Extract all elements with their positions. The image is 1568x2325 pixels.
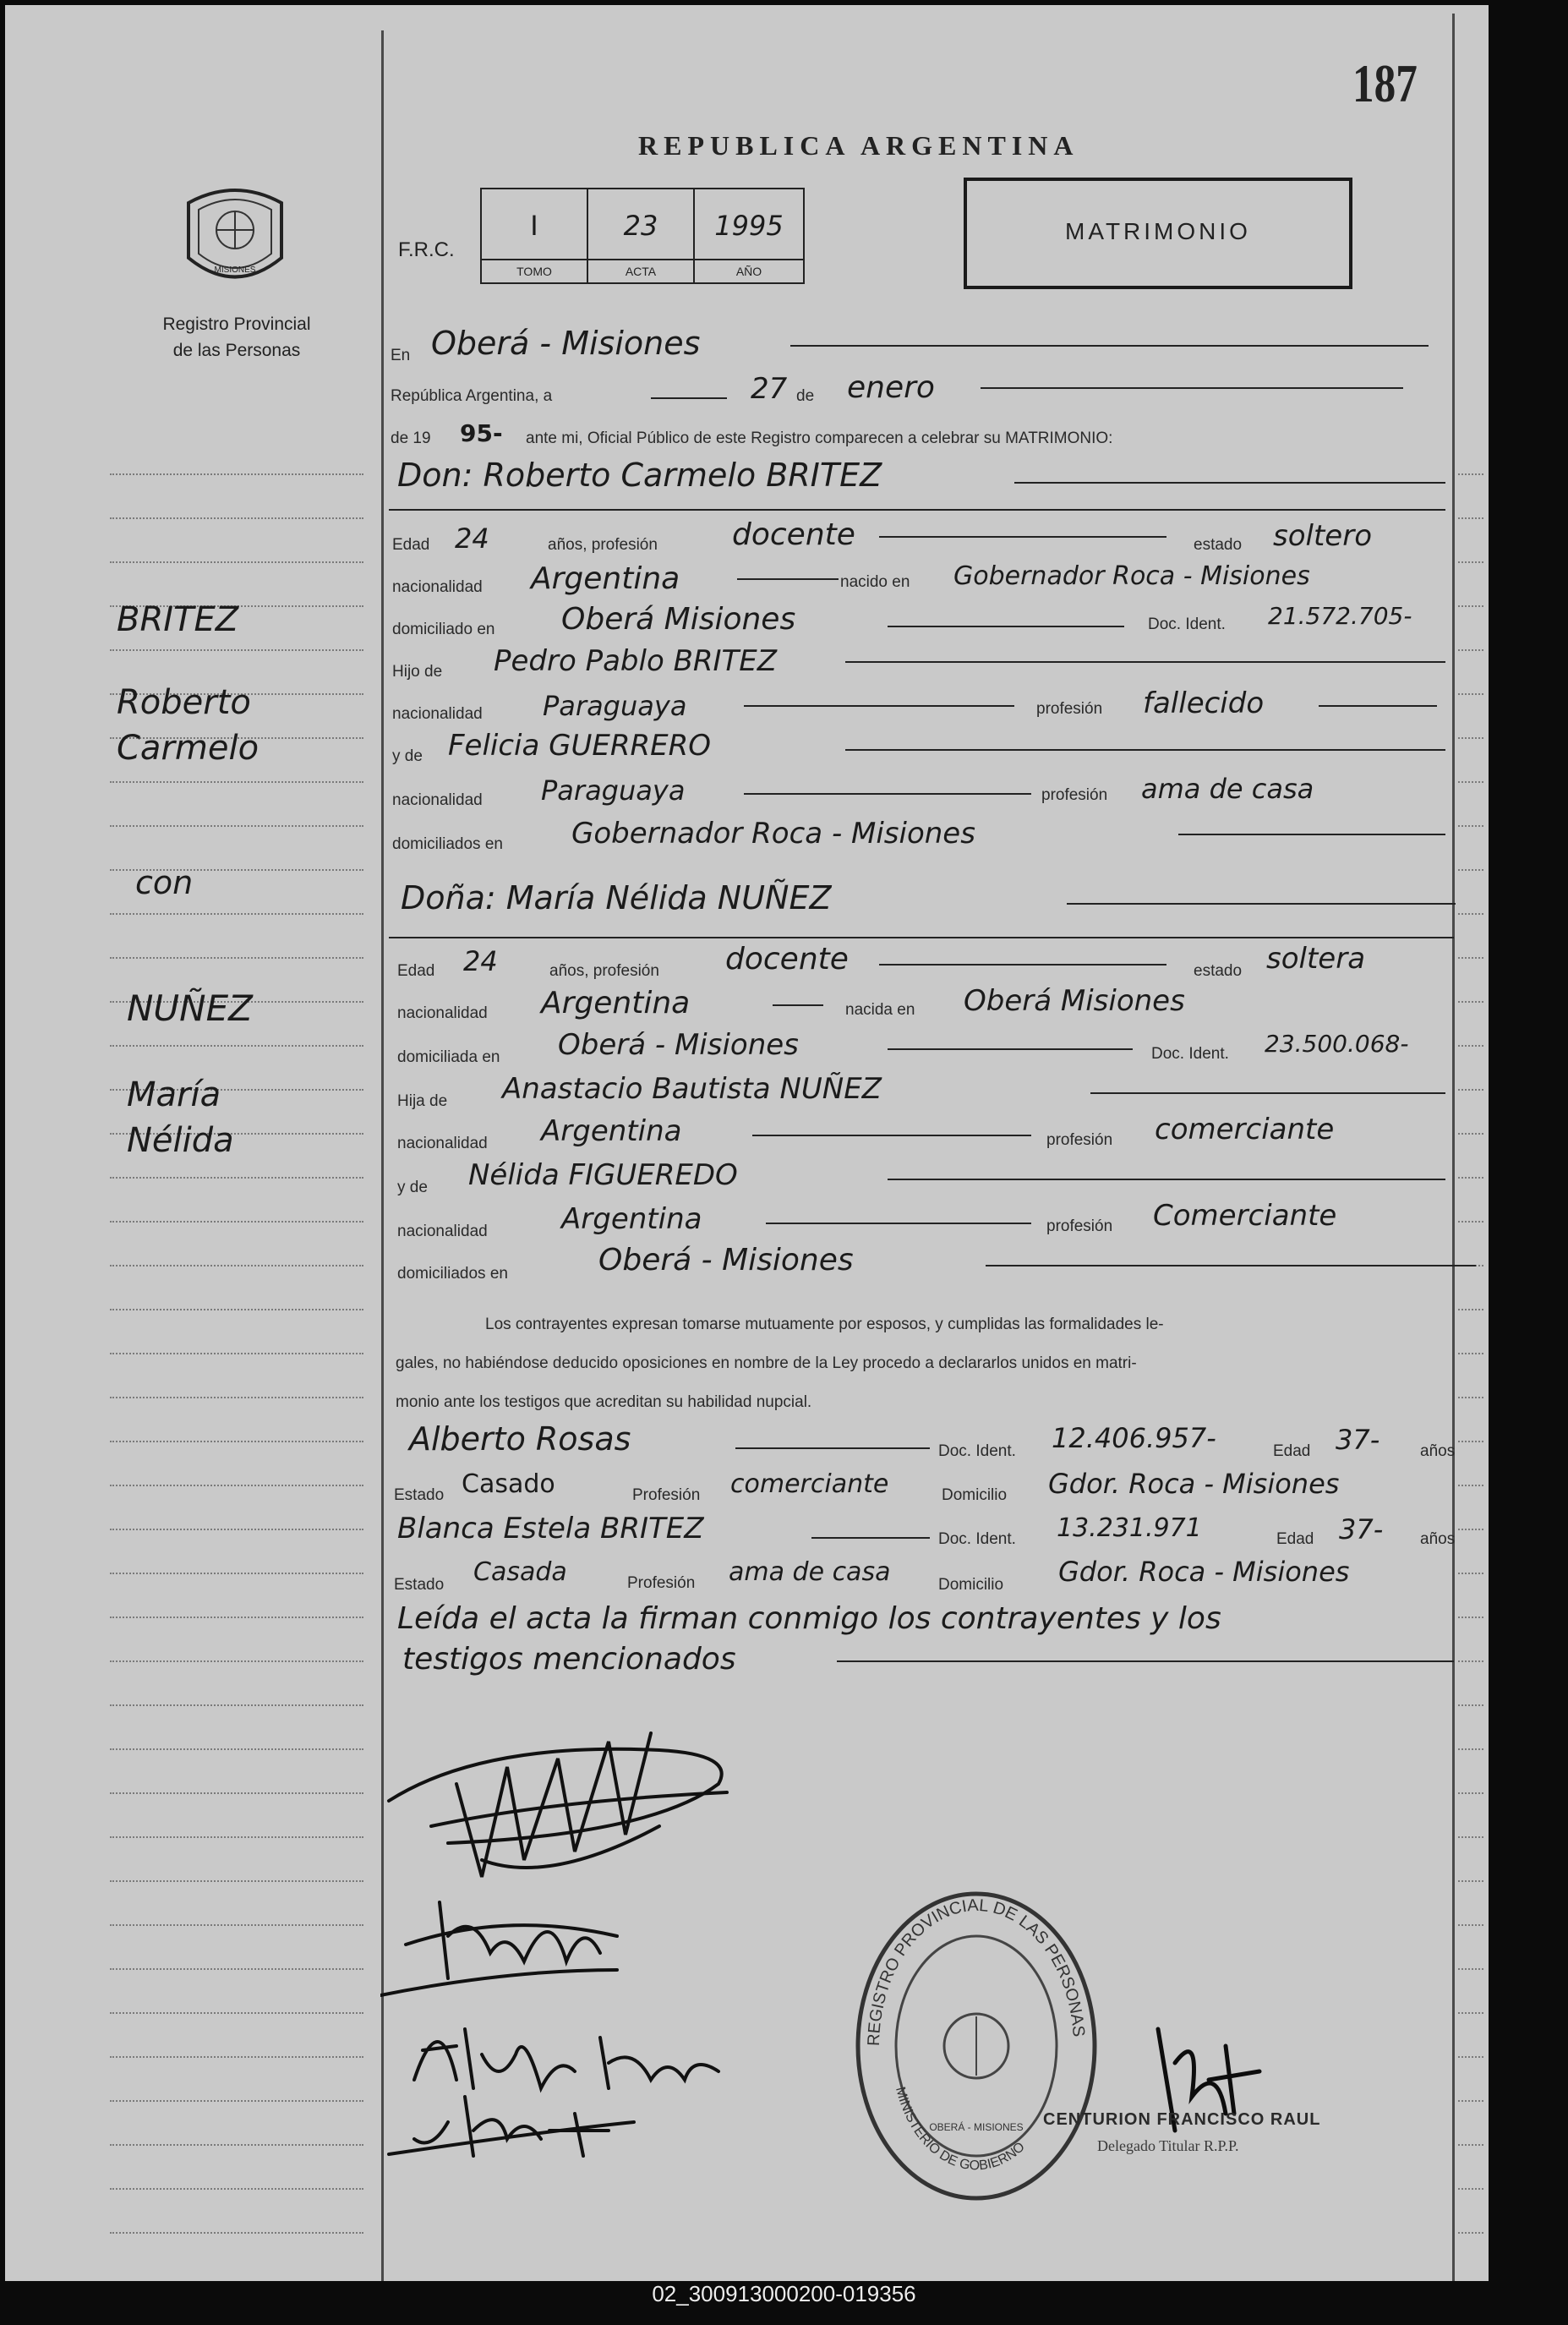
act-month: enero xyxy=(847,370,935,405)
svg-text:MISIONES: MISIONES xyxy=(214,265,256,275)
margin-guide-line xyxy=(110,2188,363,2190)
label-de-19: de 19 xyxy=(391,429,431,447)
groom-nationality: Argentina xyxy=(531,561,680,596)
label-domiciliados-en: domiciliados en xyxy=(397,1265,508,1283)
groom-birthplace: Gobernador Roca - Misiones xyxy=(953,561,1310,591)
margin-bride-given1: María xyxy=(127,1075,221,1114)
groom-mother-nationality: Paraguaya xyxy=(541,774,686,807)
margin-guide-line xyxy=(110,1309,363,1310)
witness1-profession: comerciante xyxy=(730,1469,889,1499)
margin-guide-line xyxy=(1458,1441,1483,1442)
rule xyxy=(879,964,1166,966)
groom-father: Pedro Pablo BRITEZ xyxy=(494,644,778,678)
witness2-doc: 13.231.971 xyxy=(1057,1513,1202,1543)
margin-guide-line xyxy=(110,1397,363,1398)
rule xyxy=(986,1265,1476,1266)
province-seal-icon xyxy=(180,178,290,296)
closing-line-1: Leída el acta la firman conmigo los contrayentes y los xyxy=(397,1601,1221,1636)
rule xyxy=(737,578,839,580)
bride-mother-profession: Comerciante xyxy=(1153,1199,1337,1233)
margin-guide-line xyxy=(1458,1133,1483,1135)
margin-guide-line xyxy=(1458,1045,1483,1047)
margin-guide-line xyxy=(1458,605,1483,607)
margin-guide-line xyxy=(110,1660,363,1662)
margin-guide-line xyxy=(110,1968,363,1970)
rule xyxy=(744,793,1031,795)
label-nacionalidad: nacionalidad xyxy=(392,578,483,596)
bride-mother-nationality: Argentina xyxy=(561,1202,702,1236)
bride-mother: Nélida FIGUEREDO xyxy=(468,1158,738,1192)
official-stamp-icon xyxy=(845,1885,1107,2207)
rule xyxy=(888,1048,1133,1050)
label-edad: Edad xyxy=(392,536,430,554)
witness1-signature xyxy=(414,2029,718,2088)
rule xyxy=(1014,482,1445,484)
groom-mother-profession: ama de casa xyxy=(1141,773,1314,805)
margin-guide-line xyxy=(110,1529,363,1530)
label-anios-profesion: años, profesión xyxy=(548,536,658,554)
margin-guide-line xyxy=(110,2056,363,2058)
act-year: 95- xyxy=(460,419,503,447)
margin-guide-line xyxy=(1458,473,1483,475)
rule xyxy=(790,345,1429,347)
rule xyxy=(752,1135,1031,1136)
margin-guide-line xyxy=(110,1177,363,1179)
margin-guide-line xyxy=(110,517,363,519)
margin-guide-line xyxy=(110,1880,363,1882)
rule xyxy=(888,1179,1445,1180)
bride-profession: docente xyxy=(725,942,849,976)
country-title: REPUBLICA ARGENTINA xyxy=(638,130,1079,161)
margin-guide-line xyxy=(1458,1748,1483,1750)
frc-label: F.R.C. xyxy=(398,238,455,261)
rule xyxy=(845,661,1445,663)
margin-guide-line xyxy=(110,2012,363,2014)
witness1-status: Casado xyxy=(462,1469,555,1499)
margin-guide-line xyxy=(1458,913,1483,915)
officer-name: CENTURION FRANCISCO RAUL xyxy=(1043,2110,1321,2129)
margin-guide-line xyxy=(110,1353,363,1354)
margin-guide-line xyxy=(1458,957,1483,959)
act-place: Oberá - Misiones xyxy=(431,325,701,362)
witness1-domicile: Gdor. Roca - Misiones xyxy=(1048,1468,1340,1500)
groom-doc: 21.572.705- xyxy=(1268,602,1412,630)
label-edad: Edad xyxy=(397,962,435,980)
rule xyxy=(981,387,1403,389)
witness2-name: Blanca Estela BRITEZ xyxy=(397,1512,704,1545)
label-profesion: profesión xyxy=(1041,786,1108,804)
label-domiciliada-en: domiciliada en xyxy=(397,1048,500,1066)
bride-signature xyxy=(380,1902,617,1995)
signatures xyxy=(380,1691,904,2164)
rule xyxy=(811,1537,930,1539)
margin-guide-line xyxy=(110,2232,363,2234)
bride-father-nationality: Argentina xyxy=(541,1114,682,1148)
groom-parents-domicile: Gobernador Roca - Misiones xyxy=(571,817,975,851)
label-domiciliado-en: domiciliado en xyxy=(392,621,495,638)
groom-signature xyxy=(389,1733,727,1877)
margin-guide-line xyxy=(110,2100,363,2102)
label-estado: estado xyxy=(1194,962,1243,980)
margin-guide-line xyxy=(1458,1089,1483,1091)
margin-guide-line xyxy=(1458,1177,1483,1179)
witness2-profession: ama de casa xyxy=(729,1557,891,1587)
margin-bride-given2: Nélida xyxy=(127,1121,234,1160)
margin-guide-line xyxy=(1458,1573,1483,1574)
groom-father-nationality: Paraguaya xyxy=(543,690,687,722)
margin-guide-line xyxy=(1458,1968,1483,1970)
officer-title: Delegado Titular R.P.P. xyxy=(1097,2137,1239,2154)
label-anos: años xyxy=(1420,1530,1456,1548)
groom-status: soltero xyxy=(1273,519,1372,553)
margin-guide-line xyxy=(110,1924,363,1926)
rule xyxy=(845,749,1445,751)
label-domicilio: Domicilio xyxy=(938,1576,1004,1594)
margin-guide-line xyxy=(1458,2144,1483,2146)
frc-box xyxy=(480,188,805,284)
margin-guide-line xyxy=(110,649,363,651)
label-comparecen: ante mi, Oficial Público de este Registro comparecen a celebrar su MATRIMONIO: xyxy=(526,429,1113,447)
label-doc-ident: Doc. Ident. xyxy=(1151,1045,1229,1063)
margin-guide-line xyxy=(110,1836,363,1838)
margin-guide-line xyxy=(1458,1836,1483,1838)
bride-father-profession: comerciante xyxy=(1155,1113,1335,1146)
margin-guide-line xyxy=(1458,1485,1483,1486)
label-estado: Estado xyxy=(394,1486,445,1504)
rule xyxy=(888,626,1124,627)
rule xyxy=(773,1004,823,1006)
margin-guide-line xyxy=(1458,649,1483,651)
acta-cell: 23 ACTA xyxy=(588,189,695,282)
label-estado: estado xyxy=(1194,536,1243,554)
margin-guide-line xyxy=(1458,781,1483,783)
label-nacionalidad: nacionalidad xyxy=(392,791,483,809)
rule xyxy=(1090,1092,1445,1094)
anio-cell: 1995 AÑO xyxy=(695,189,803,282)
bride-name: Doña: María Nélida NUÑEZ xyxy=(401,879,832,916)
rule xyxy=(879,536,1166,538)
groom-name: Don: Roberto Carmelo BRITEZ xyxy=(397,457,882,494)
document-id: 02_300913000200-019356 xyxy=(652,2281,916,2306)
document-type-box: MATRIMONIO xyxy=(964,178,1352,289)
margin-bride-surname: NUÑEZ xyxy=(127,987,253,1029)
margin-guide-line xyxy=(110,1441,363,1442)
margin-guide-line xyxy=(1458,561,1483,563)
margin-guide-line xyxy=(110,957,363,959)
margin-guide-line xyxy=(1458,1880,1483,1882)
witness1-age: 37- xyxy=(1336,1424,1380,1456)
margin-guide-line xyxy=(1458,737,1483,739)
label-doc-ident: Doc. Ident. xyxy=(938,1442,1016,1460)
bride-parents-domicile: Oberá - Misiones xyxy=(598,1243,854,1277)
groom-father-profession: fallecido xyxy=(1143,687,1265,720)
margin-guide-line xyxy=(1458,1792,1483,1794)
rule xyxy=(744,705,1014,707)
witness1-name: Alberto Rosas xyxy=(409,1420,631,1458)
label-nacida-en: nacida en xyxy=(845,1001,915,1019)
bride-nationality: Argentina xyxy=(541,986,691,1020)
margin-guide-line xyxy=(110,1265,363,1266)
label-anios-profesion: años, profesión xyxy=(549,962,659,980)
label-profesion: profesión xyxy=(1036,700,1103,718)
label-nacionalidad: nacionalidad xyxy=(392,705,483,723)
folio-number: 187 xyxy=(1352,53,1418,113)
witness2-age: 37- xyxy=(1339,1513,1384,1545)
groom-mother: Felicia GUERRERO xyxy=(448,729,711,763)
margin-guide-line xyxy=(110,1617,363,1618)
margin-guide-line xyxy=(110,1045,363,1047)
margin-guide-line xyxy=(110,1485,363,1486)
margin-guide-line xyxy=(1458,1660,1483,1662)
label-nacionalidad: nacionalidad xyxy=(397,1223,488,1240)
tomo-cell: I TOMO xyxy=(482,189,588,282)
margin-guide-line xyxy=(1458,2188,1483,2190)
label-domiciliados-en: domiciliados en xyxy=(392,835,503,853)
section-rule xyxy=(389,509,1445,511)
margin-guide-line xyxy=(1458,1001,1483,1003)
bride-birthplace: Oberá Misiones xyxy=(964,984,1185,1018)
label-edad: Edad xyxy=(1273,1442,1311,1460)
label-hijo-de: Hijo de xyxy=(392,663,443,681)
rule xyxy=(1067,903,1456,905)
section-rule xyxy=(389,937,1454,938)
label-y-de: y de xyxy=(397,1179,428,1196)
margin-guide-line xyxy=(1458,2056,1483,2058)
margin-guide-line xyxy=(110,561,363,563)
margin-guide-line xyxy=(1458,2232,1483,2234)
margin-guide-line xyxy=(110,825,363,827)
margin-guide-line xyxy=(1458,869,1483,871)
margin-guide-line xyxy=(1458,1924,1483,1926)
witness1-doc: 12.406.957- xyxy=(1052,1422,1216,1454)
label-en: En xyxy=(391,347,411,364)
margin-guide-line xyxy=(1458,1529,1483,1530)
closing-line-2: testigos mencionados xyxy=(402,1642,736,1677)
margin-groom-surname: BRITEZ xyxy=(117,600,239,639)
margin-guide-line xyxy=(110,1573,363,1574)
right-rule xyxy=(1452,14,1455,2281)
margin-guide-line xyxy=(1458,1704,1483,1706)
margin-guide-line xyxy=(1458,517,1483,519)
registry-name: Registro Provincial de las Personas xyxy=(162,315,311,360)
label-nacionalidad: nacionalidad xyxy=(397,1135,488,1152)
label-profesion: profesión xyxy=(1046,1217,1113,1235)
rule xyxy=(735,1447,930,1449)
act-day: 27 xyxy=(751,372,788,406)
rule xyxy=(766,1223,1031,1224)
label-doc-ident: Doc. Ident. xyxy=(1148,615,1226,633)
svg-text:REGISTRO PROVINCIAL DE LAS PER: REGISTRO PROVINCIAL DE LAS PERSONAS xyxy=(864,1896,1088,2047)
bride-domicile: Oberá - Misiones xyxy=(558,1028,799,1062)
margin-guide-line xyxy=(110,473,363,475)
witness2-domicile: Gdor. Roca - Misiones xyxy=(1058,1556,1350,1588)
label-nacido-en: nacido en xyxy=(840,573,910,591)
bride-status: soltera xyxy=(1266,942,1366,976)
bride-doc: 23.500.068- xyxy=(1265,1030,1409,1058)
label-profesion: profesión xyxy=(1046,1131,1113,1149)
bride-father: Anastacio Bautista NUÑEZ xyxy=(502,1072,882,1106)
svg-text:OBERÁ - MISIONES: OBERÁ - MISIONES xyxy=(929,2121,1024,2133)
label-profesion: Profesión xyxy=(627,1574,696,1592)
label-domicilio: Domicilio xyxy=(942,1486,1008,1504)
margin-connector: con xyxy=(135,864,194,901)
witness2-status: Casada xyxy=(473,1557,567,1587)
margin-guide-line xyxy=(110,1792,363,1794)
label-edad: Edad xyxy=(1276,1530,1314,1548)
body-paragraph: Los contrayentes expresan tomarse mutuamente por esposos, y cumplidas las formalidades le- gales, no habiéndose deducido oposiciones en nombre de la Ley procedo a declararlos unidos en matri- monio ante los testigos que acreditan su habilidad nupcial. xyxy=(396,1316,1164,1411)
label-de: de xyxy=(796,387,815,405)
groom-age: 24 xyxy=(455,522,489,555)
margin-groom-given2: Carmelo xyxy=(117,729,260,768)
margin-guide-line xyxy=(1458,1397,1483,1398)
margin-guide-line xyxy=(1458,693,1483,695)
label-republica: República Argentina, a xyxy=(391,387,553,405)
margin-guide-line xyxy=(110,2144,363,2146)
margin-guide-line xyxy=(110,913,363,915)
margin-guide-line xyxy=(1458,825,1483,827)
witness2-signature xyxy=(389,2097,634,2156)
label-doc-ident: Doc. Ident. xyxy=(938,1530,1016,1548)
label-nacionalidad: nacionalidad xyxy=(397,1004,488,1022)
svg-text:MINISTERIO DE GOBIERNO: MINISTERIO DE GOBIERNO xyxy=(893,2085,1028,2174)
margin-guide-line xyxy=(110,1704,363,1706)
label-hija-de: Hija de xyxy=(397,1092,448,1110)
label-anos: años xyxy=(1420,1442,1456,1460)
rule xyxy=(1319,705,1437,707)
groom-profession: docente xyxy=(732,517,855,552)
rule xyxy=(837,1660,1454,1662)
bride-age: 24 xyxy=(463,945,498,977)
label-estado: Estado xyxy=(394,1576,445,1594)
groom-domicile: Oberá Misiones xyxy=(561,602,796,637)
label-profesion: Profesión xyxy=(632,1486,701,1504)
rule xyxy=(1178,834,1445,835)
margin-guide-line xyxy=(110,781,363,783)
margin-guide-line xyxy=(1458,1617,1483,1618)
rule xyxy=(651,397,727,399)
margin-guide-line xyxy=(1458,1221,1483,1223)
margin-guide-line xyxy=(1458,2100,1483,2102)
margin-guide-line xyxy=(1458,1353,1483,1354)
margin-guide-line xyxy=(110,1748,363,1750)
margin-guide-line xyxy=(110,1221,363,1223)
margin-groom-given1: Roberto xyxy=(117,683,251,722)
margin-guide-line xyxy=(1458,1309,1483,1310)
margin-guide-line xyxy=(1458,2012,1483,2014)
label-y-de: y de xyxy=(392,747,423,765)
